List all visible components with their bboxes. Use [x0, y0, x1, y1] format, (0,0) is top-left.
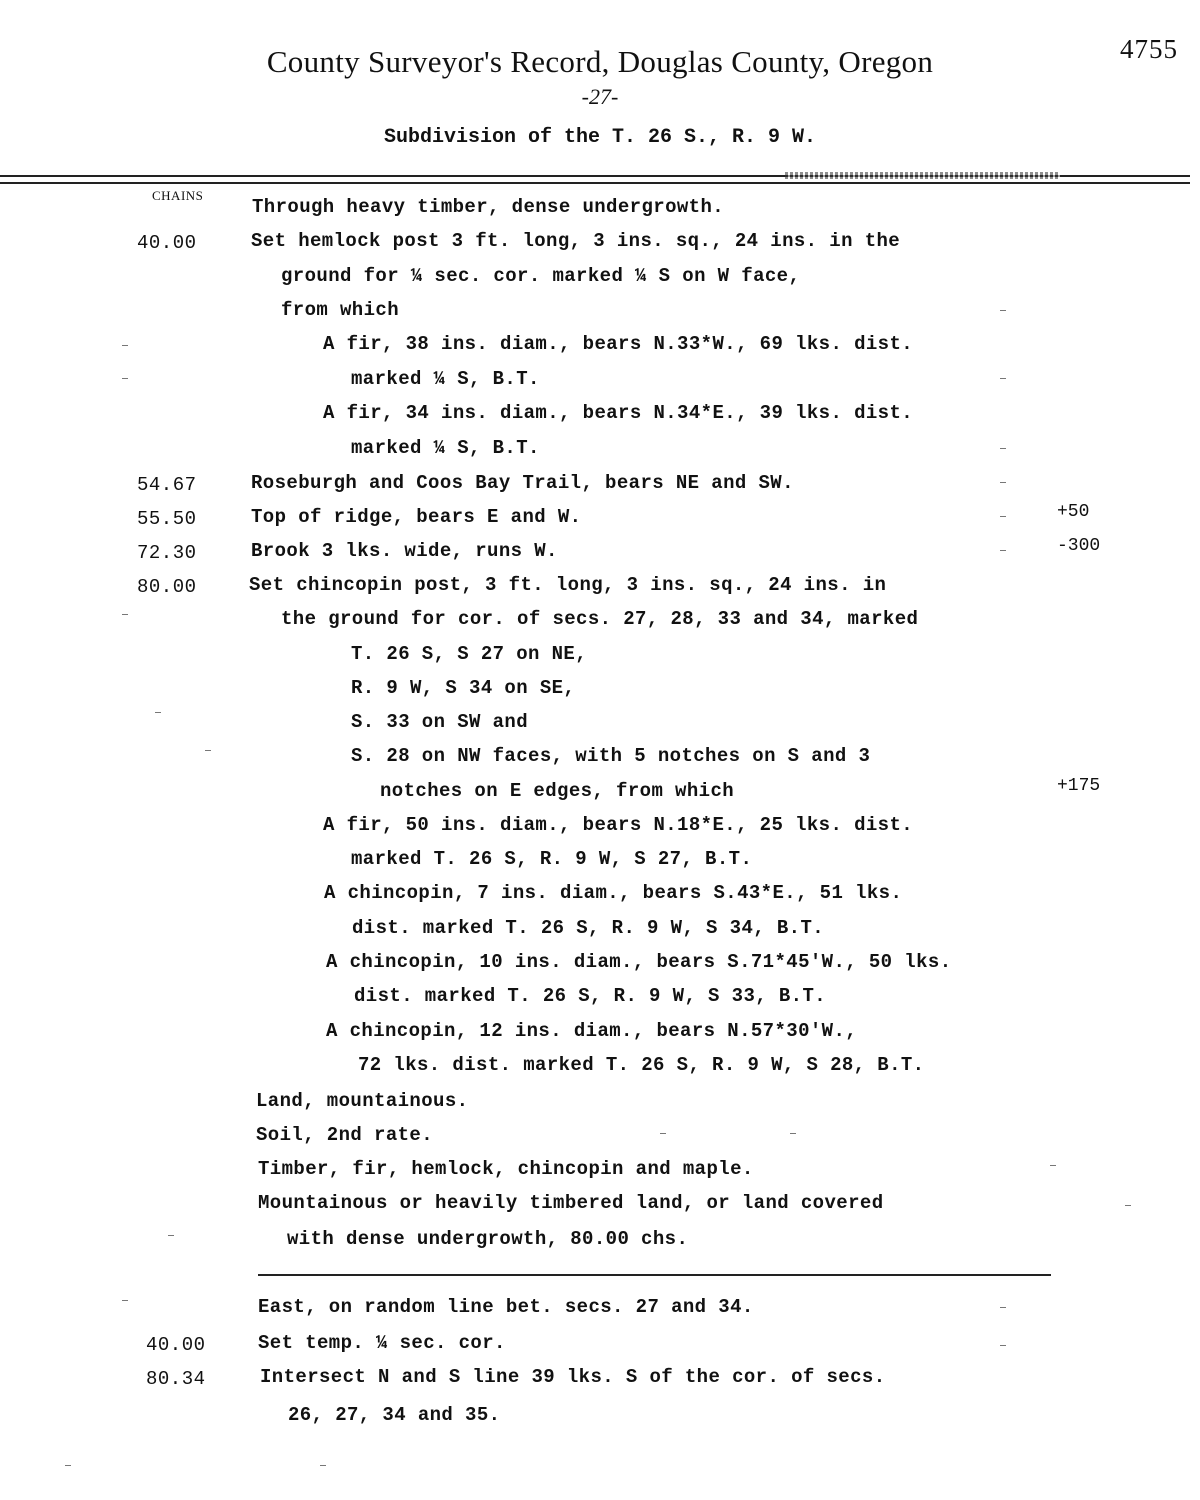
scan-speck [205, 750, 211, 751]
page-title: County Surveyor's Record, Douglas County, Oregon [266, 44, 934, 79]
chain-distance: 40.00 [146, 1334, 206, 1356]
chain-distance: 55.50 [137, 508, 197, 530]
scan-speck [1000, 482, 1006, 483]
note-text: Intersect N and S line 39 lks. S of the cor. of secs. [260, 1366, 886, 1388]
note-text: marked ¼ S, B.T. [351, 368, 540, 390]
scan-speck [790, 1133, 796, 1134]
chain-distance: 80.00 [137, 576, 197, 598]
note-text: Top of ridge, bears E and W. [251, 506, 582, 528]
scan-speck [122, 378, 128, 379]
scan-speck [1000, 516, 1006, 517]
note-text: dist. marked T. 26 S, R. 9 W, S 34, B.T. [352, 917, 825, 939]
scan-speck [1050, 1165, 1056, 1166]
scan-speck [1000, 310, 1006, 311]
note-text: notches on E edges, from which [380, 780, 735, 802]
note-text: Set hemlock post 3 ft. long, 3 ins. sq., 24 ins. in the [251, 230, 901, 252]
scan-speck [122, 614, 128, 615]
note-text: marked T. 26 S, R. 9 W, S 27, B.T. [351, 848, 753, 870]
note-text: Brook 3 lks. wide, runs W. [251, 540, 558, 562]
scan-speck [65, 1465, 71, 1466]
note-text: from which [281, 299, 400, 321]
scan-speck [122, 1300, 128, 1301]
note-text: Through heavy timber, dense undergrowth. [252, 196, 725, 218]
elevation-change: -300 [1057, 536, 1101, 556]
chain-distance: 80.34 [146, 1368, 206, 1390]
note-text: A chincopin, 7 ins. diam., bears S.43*E., 51 lks. [324, 882, 903, 904]
scan-speck [1000, 1307, 1006, 1308]
scan-speck [1125, 1205, 1131, 1206]
note-text: Set temp. ¼ sec. cor. [258, 1332, 506, 1354]
note-text: Set chincopin post, 3 ft. long, 3 ins. sq., 24 ins. in [249, 574, 887, 596]
scan-speck [1000, 1345, 1006, 1346]
scan-speck [1000, 378, 1006, 379]
note-text: marked ¼ S, B.T. [351, 437, 540, 459]
scan-speck [122, 345, 128, 346]
scan-speck [320, 1465, 326, 1466]
chain-distance: 54.67 [137, 474, 197, 496]
scan-speck [660, 1133, 666, 1134]
scan-speck [1000, 550, 1006, 551]
elevation-change: +175 [1057, 776, 1101, 796]
note-text: A fir, 34 ins. diam., bears N.34*E., 39 lks. dist. [323, 402, 914, 424]
note-text: R. 9 W, S 34 on SE, [351, 677, 576, 699]
note-text: 26, 27, 34 and 35. [288, 1404, 501, 1426]
note-text: with dense undergrowth, 80.00 chs. [287, 1228, 689, 1250]
note-text: A chincopin, 10 ins. diam., bears S.71*45'W., 50 lks. [326, 951, 952, 973]
scan-speck [155, 712, 161, 713]
note-text: A fir, 50 ins. diam., bears N.18*E., 25 lks. dist. [323, 814, 914, 836]
note-text: the ground for cor. of secs. 27, 28, 33 and 34, marked [281, 608, 919, 630]
chain-distance: 72.30 [137, 542, 197, 564]
note-text: S. 33 on SW and [351, 711, 529, 733]
note-text: Timber, fir, hemlock, chincopin and maple. [258, 1158, 754, 1180]
note-text: T. 26 S, S 27 on NE, [351, 643, 588, 665]
scan-speck [168, 1235, 174, 1236]
printer-imprint [785, 172, 1060, 179]
section-divider [258, 1274, 1051, 1276]
chain-distance: 40.00 [137, 232, 197, 254]
note-text: Land, mountainous. [256, 1090, 469, 1112]
elevation-change: +50 [1057, 502, 1090, 522]
chains-column-header: CHAINS [152, 188, 204, 203]
note-text: East, on random line bet. secs. 27 and 34. [258, 1296, 754, 1318]
note-text: S. 28 on NW faces, with 5 notches on S and 3 [351, 745, 871, 767]
note-text: Mountainous or heavily timbered land, or land covered [258, 1192, 884, 1214]
scan-speck [1000, 448, 1006, 449]
note-text: Roseburgh and Coos Bay Trail, bears NE and SW. [251, 472, 794, 494]
page-number: 4755 [1120, 34, 1178, 64]
subtitle: Subdivision of the T. 26 S., R. 9 W. [383, 126, 817, 149]
note-text: dist. marked T. 26 S, R. 9 W, S 33, B.T. [354, 985, 827, 1007]
note-text: ground for ¼ sec. cor. marked ¼ S on W face, [281, 265, 801, 287]
page-sequence: -27- [581, 84, 619, 109]
note-text: A chincopin, 12 ins. diam., bears N.57*30'W., [326, 1020, 858, 1042]
note-text: A fir, 38 ins. diam., bears N.33*W., 69 lks. dist. [323, 333, 914, 355]
note-text: 72 lks. dist. marked T. 26 S, R. 9 W, S 28, B.T. [358, 1054, 925, 1076]
note-text: Soil, 2nd rate. [256, 1124, 434, 1146]
